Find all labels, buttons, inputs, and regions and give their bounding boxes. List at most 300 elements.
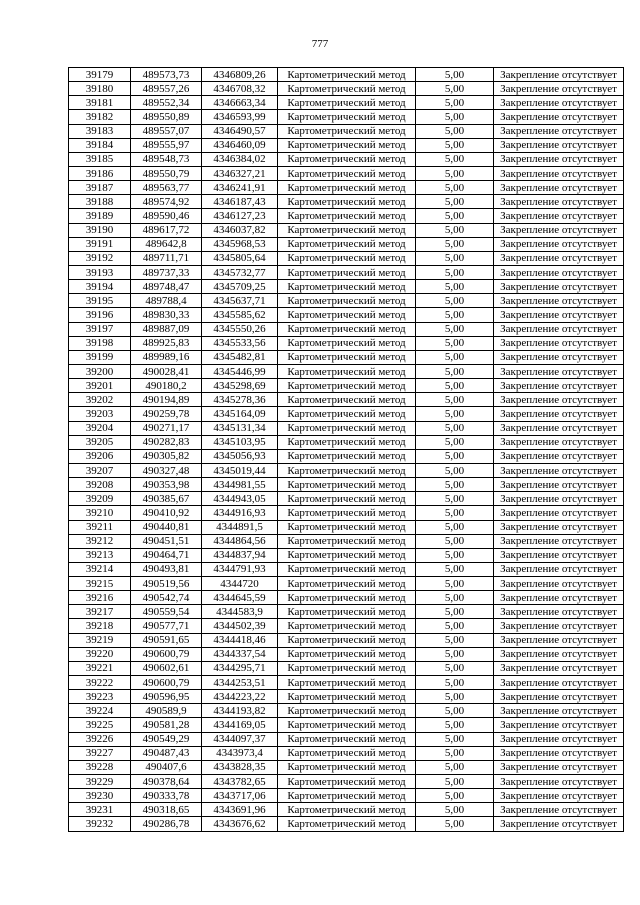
method-cell: Картометрический метод [278,308,416,322]
table-row [69,294,624,308]
method-cell: Картометрический метод [278,68,416,82]
x-coordinate-cell: 490271,17 [131,421,202,435]
fixing-cell: Закрепление отсутствует [494,562,624,576]
y-coordinate-cell: 4346809,26 [202,68,278,82]
method-cell: Картометрический метод [278,166,416,180]
point-number-cell: 39232 [69,817,131,831]
x-coordinate-cell: 490286,78 [131,817,202,831]
point-number-cell: 39227 [69,746,131,760]
table-row [69,449,624,463]
accuracy-cell: 5,00 [416,647,494,661]
table-row [69,82,624,96]
table-row [69,548,624,562]
x-coordinate-cell: 490327,48 [131,463,202,477]
table-row [69,817,624,831]
x-coordinate-cell: 489590,46 [131,209,202,223]
method-cell: Картометрический метод [278,591,416,605]
x-coordinate-cell: 490440,81 [131,520,202,534]
method-cell: Картометрический метод [278,223,416,237]
table-row [69,562,624,576]
x-coordinate-cell: 490591,65 [131,633,202,647]
x-coordinate-cell: 489557,26 [131,82,202,96]
method-cell: Картометрический метод [278,181,416,195]
fixing-cell: Закрепление отсутствует [494,421,624,435]
y-coordinate-cell: 4345709,25 [202,280,278,294]
table-row [69,68,624,82]
table-row [69,676,624,690]
y-coordinate-cell: 4346663,34 [202,96,278,110]
method-cell: Картометрический метод [278,393,416,407]
x-coordinate-cell: 490028,41 [131,364,202,378]
method-cell: Картометрический метод [278,138,416,152]
page-number: 777 [311,38,329,50]
x-coordinate-cell: 489642,8 [131,237,202,251]
fixing-cell: Закрепление отсутствует [494,803,624,817]
point-number-cell: 39231 [69,803,131,817]
method-cell: Картометрический метод [278,237,416,251]
x-coordinate-cell: 490333,78 [131,789,202,803]
method-cell: Картометрический метод [278,407,416,421]
x-coordinate-cell: 490549,29 [131,732,202,746]
fixing-cell: Закрепление отсутствует [494,110,624,124]
x-coordinate-cell: 489563,77 [131,181,202,195]
x-coordinate-cell: 489788,4 [131,294,202,308]
accuracy-cell: 5,00 [416,619,494,633]
y-coordinate-cell: 4344837,94 [202,548,278,562]
point-number-cell: 39226 [69,732,131,746]
point-number-cell: 39228 [69,760,131,774]
accuracy-cell: 5,00 [416,562,494,576]
point-number-cell: 39193 [69,265,131,279]
point-number-cell: 39214 [69,562,131,576]
y-coordinate-cell: 4346037,82 [202,223,278,237]
x-coordinate-cell: 489925,83 [131,336,202,350]
accuracy-cell: 5,00 [416,96,494,110]
x-coordinate-cell: 490180,2 [131,379,202,393]
fixing-cell: Закрепление отсутствует [494,181,624,195]
table-row [69,393,624,407]
fixing-cell: Закрепление отсутствует [494,364,624,378]
point-number-cell: 39190 [69,223,131,237]
x-coordinate-cell: 490451,51 [131,534,202,548]
accuracy-cell: 5,00 [416,633,494,647]
point-number-cell: 39185 [69,152,131,166]
point-number-cell: 39209 [69,492,131,506]
table-row [69,364,624,378]
method-cell: Картометрический метод [278,548,416,562]
y-coordinate-cell: 4344645,59 [202,591,278,605]
table-row [69,704,624,718]
accuracy-cell: 5,00 [416,760,494,774]
method-cell: Картометрический метод [278,732,416,746]
table-row [69,478,624,492]
table-row [69,166,624,180]
y-coordinate-cell: 4345056,93 [202,449,278,463]
point-number-cell: 39204 [69,421,131,435]
fixing-cell: Закрепление отсутствует [494,138,624,152]
point-number-cell: 39196 [69,308,131,322]
point-number-cell: 39212 [69,534,131,548]
y-coordinate-cell: 4344583,9 [202,605,278,619]
fixing-cell: Закрепление отсутствует [494,280,624,294]
table-row [69,251,624,265]
table-row [69,803,624,817]
method-cell: Картометрический метод [278,577,416,591]
accuracy-cell: 5,00 [416,718,494,732]
method-cell: Картометрический метод [278,209,416,223]
accuracy-cell: 5,00 [416,251,494,265]
point-number-cell: 39224 [69,704,131,718]
y-coordinate-cell: 4345533,56 [202,336,278,350]
table-row [69,96,624,110]
x-coordinate-cell: 489830,33 [131,308,202,322]
point-number-cell: 39203 [69,407,131,421]
accuracy-cell: 5,00 [416,181,494,195]
table-row [69,280,624,294]
point-number-cell: 39210 [69,506,131,520]
fixing-cell: Закрепление отсутствует [494,690,624,704]
accuracy-cell: 5,00 [416,789,494,803]
point-number-cell: 39195 [69,294,131,308]
method-cell: Картометрический метод [278,421,416,435]
fixing-cell: Закрепление отсутствует [494,294,624,308]
method-cell: Картометрический метод [278,760,416,774]
method-cell: Картометрический метод [278,690,416,704]
point-number-cell: 39200 [69,364,131,378]
y-coordinate-cell: 4346460,09 [202,138,278,152]
y-coordinate-cell: 4346187,43 [202,195,278,209]
fixing-cell: Закрепление отсутствует [494,520,624,534]
table-row [69,605,624,619]
accuracy-cell: 5,00 [416,732,494,746]
x-coordinate-cell: 490542,74 [131,591,202,605]
x-coordinate-cell: 490581,28 [131,718,202,732]
method-cell: Картометрический метод [278,463,416,477]
fixing-cell: Закрепление отсутствует [494,760,624,774]
x-coordinate-cell: 490407,6 [131,760,202,774]
table-row [69,138,624,152]
table-row [69,577,624,591]
accuracy-cell: 5,00 [416,577,494,591]
x-coordinate-cell: 490589,9 [131,704,202,718]
y-coordinate-cell: 4343973,4 [202,746,278,760]
y-coordinate-cell: 4344295,71 [202,661,278,675]
y-coordinate-cell: 4345103,95 [202,435,278,449]
point-number-cell: 39221 [69,661,131,675]
x-coordinate-cell: 490577,71 [131,619,202,633]
method-cell: Картометрический метод [278,82,416,96]
point-number-cell: 39216 [69,591,131,605]
point-number-cell: 39205 [69,435,131,449]
method-cell: Картометрический метод [278,775,416,789]
point-number-cell: 39186 [69,166,131,180]
table-row [69,492,624,506]
y-coordinate-cell: 4345550,26 [202,322,278,336]
accuracy-cell: 5,00 [416,463,494,477]
fixing-cell: Закрепление отсутствует [494,463,624,477]
table-row [69,407,624,421]
fixing-cell: Закрепление отсутствует [494,435,624,449]
y-coordinate-cell: 4345585,62 [202,308,278,322]
fixing-cell: Закрепление отсутствует [494,195,624,209]
accuracy-cell: 5,00 [416,280,494,294]
method-cell: Картометрический метод [278,718,416,732]
x-coordinate-cell: 489573,73 [131,68,202,82]
x-coordinate-cell: 490353,98 [131,478,202,492]
accuracy-cell: 5,00 [416,379,494,393]
table-row [69,760,624,774]
x-coordinate-cell: 490600,79 [131,647,202,661]
x-coordinate-cell: 490194,89 [131,393,202,407]
method-cell: Картометрический метод [278,506,416,520]
point-number-cell: 39211 [69,520,131,534]
point-number-cell: 39187 [69,181,131,195]
table-row [69,350,624,364]
table-row [69,336,624,350]
x-coordinate-cell: 490519,56 [131,577,202,591]
y-coordinate-cell: 4345482,81 [202,350,278,364]
fixing-cell: Закрепление отсутствует [494,265,624,279]
point-number-cell: 39192 [69,251,131,265]
point-number-cell: 39197 [69,322,131,336]
x-coordinate-cell: 489548,73 [131,152,202,166]
method-cell: Картометрический метод [278,605,416,619]
y-coordinate-cell: 4345732,77 [202,265,278,279]
method-cell: Картометрический метод [278,364,416,378]
coordinates-table [68,67,624,832]
accuracy-cell: 5,00 [416,704,494,718]
method-cell: Картометрический метод [278,478,416,492]
accuracy-cell: 5,00 [416,421,494,435]
fixing-cell: Закрепление отсутствует [494,166,624,180]
fixing-cell: Закрепление отсутствует [494,591,624,605]
y-coordinate-cell: 4344502,39 [202,619,278,633]
fixing-cell: Закрепление отсутствует [494,68,624,82]
y-coordinate-cell: 4344943,05 [202,492,278,506]
fixing-cell: Закрепление отсутствует [494,350,624,364]
x-coordinate-cell: 489711,71 [131,251,202,265]
y-coordinate-cell: 4343691,96 [202,803,278,817]
method-cell: Картометрический метод [278,704,416,718]
fixing-cell: Закрепление отсутствует [494,775,624,789]
x-coordinate-cell: 490305,82 [131,449,202,463]
x-coordinate-cell: 489737,33 [131,265,202,279]
y-coordinate-cell: 4346384,02 [202,152,278,166]
accuracy-cell: 5,00 [416,407,494,421]
x-coordinate-cell: 489748,47 [131,280,202,294]
point-number-cell: 39194 [69,280,131,294]
table-row [69,322,624,336]
table-row [69,647,624,661]
point-number-cell: 39183 [69,124,131,138]
table-row [69,110,624,124]
table-row [69,718,624,732]
method-cell: Картометрический метод [278,336,416,350]
accuracy-cell: 5,00 [416,534,494,548]
accuracy-cell: 5,00 [416,492,494,506]
accuracy-cell: 5,00 [416,308,494,322]
fixing-cell: Закрепление отсутствует [494,308,624,322]
method-cell: Картометрический метод [278,633,416,647]
method-cell: Картометрический метод [278,534,416,548]
accuracy-cell: 5,00 [416,449,494,463]
fixing-cell: Закрепление отсутствует [494,577,624,591]
point-number-cell: 39215 [69,577,131,591]
method-cell: Картометрический метод [278,562,416,576]
y-coordinate-cell: 4344981,55 [202,478,278,492]
accuracy-cell: 5,00 [416,690,494,704]
accuracy-cell: 5,00 [416,591,494,605]
method-cell: Картометрический метод [278,251,416,265]
fixing-cell: Закрепление отсутствует [494,407,624,421]
table-row [69,661,624,675]
y-coordinate-cell: 4344891,5 [202,520,278,534]
table-row [69,195,624,209]
fixing-cell: Закрепление отсутствует [494,676,624,690]
point-number-cell: 39182 [69,110,131,124]
y-coordinate-cell: 4344720 [202,577,278,591]
x-coordinate-cell: 490493,81 [131,562,202,576]
method-cell: Картометрический метод [278,96,416,110]
accuracy-cell: 5,00 [416,661,494,675]
table-row [69,633,624,647]
y-coordinate-cell: 4345446,99 [202,364,278,378]
x-coordinate-cell: 490600,79 [131,676,202,690]
x-coordinate-cell: 490596,95 [131,690,202,704]
table-row [69,237,624,251]
point-number-cell: 39213 [69,548,131,562]
fixing-cell: Закрепление отсутствует [494,718,624,732]
method-cell: Картометрический метод [278,803,416,817]
table-row [69,732,624,746]
method-cell: Картометрический метод [278,789,416,803]
y-coordinate-cell: 4344864,56 [202,534,278,548]
point-number-cell: 39207 [69,463,131,477]
y-coordinate-cell: 4345019,44 [202,463,278,477]
method-cell: Картометрический метод [278,195,416,209]
accuracy-cell: 5,00 [416,68,494,82]
point-number-cell: 39189 [69,209,131,223]
y-coordinate-cell: 4346593,99 [202,110,278,124]
y-coordinate-cell: 4345968,53 [202,237,278,251]
method-cell: Картометрический метод [278,817,416,831]
table-row [69,421,624,435]
accuracy-cell: 5,00 [416,478,494,492]
point-number-cell: 39218 [69,619,131,633]
point-number-cell: 39222 [69,676,131,690]
method-cell: Картометрический метод [278,449,416,463]
y-coordinate-cell: 4344418,46 [202,633,278,647]
table-row [69,789,624,803]
fixing-cell: Закрепление отсутствует [494,746,624,760]
accuracy-cell: 5,00 [416,350,494,364]
fixing-cell: Закрепление отсутствует [494,82,624,96]
table-row [69,690,624,704]
point-number-cell: 39229 [69,775,131,789]
accuracy-cell: 5,00 [416,195,494,209]
accuracy-cell: 5,00 [416,322,494,336]
point-number-cell: 39225 [69,718,131,732]
y-coordinate-cell: 4344169,05 [202,718,278,732]
accuracy-cell: 5,00 [416,166,494,180]
x-coordinate-cell: 489550,79 [131,166,202,180]
x-coordinate-cell: 490464,71 [131,548,202,562]
point-number-cell: 39180 [69,82,131,96]
table-row [69,152,624,166]
fixing-cell: Закрепление отсутствует [494,506,624,520]
point-number-cell: 39208 [69,478,131,492]
point-number-cell: 39181 [69,96,131,110]
method-cell: Картометрический метод [278,322,416,336]
table-row [69,435,624,449]
method-cell: Картометрический метод [278,661,416,675]
fixing-cell: Закрепление отсутствует [494,732,624,746]
point-number-cell: 39198 [69,336,131,350]
table-row [69,463,624,477]
x-coordinate-cell: 489989,16 [131,350,202,364]
x-coordinate-cell: 490385,67 [131,492,202,506]
table-row [69,379,624,393]
accuracy-cell: 5,00 [416,336,494,350]
point-number-cell: 39206 [69,449,131,463]
fixing-cell: Закрепление отсутствует [494,619,624,633]
table-row [69,223,624,237]
method-cell: Картометрический метод [278,492,416,506]
fixing-cell: Закрепление отсутствует [494,449,624,463]
point-number-cell: 39219 [69,633,131,647]
fixing-cell: Закрепление отсутствует [494,817,624,831]
accuracy-cell: 5,00 [416,124,494,138]
table-row [69,746,624,760]
accuracy-cell: 5,00 [416,520,494,534]
method-cell: Картометрический метод [278,379,416,393]
fixing-cell: Закрепление отсутствует [494,605,624,619]
table-row [69,308,624,322]
point-number-cell: 39184 [69,138,131,152]
point-number-cell: 39223 [69,690,131,704]
fixing-cell: Закрепление отсутствует [494,124,624,138]
fixing-cell: Закрепление отсутствует [494,223,624,237]
point-number-cell: 39201 [69,379,131,393]
y-coordinate-cell: 4343828,35 [202,760,278,774]
x-coordinate-cell: 490410,92 [131,506,202,520]
method-cell: Картометрический метод [278,265,416,279]
fixing-cell: Закрепление отсутствует [494,478,624,492]
accuracy-cell: 5,00 [416,393,494,407]
accuracy-cell: 5,00 [416,803,494,817]
y-coordinate-cell: 4345637,71 [202,294,278,308]
y-coordinate-cell: 4344253,51 [202,676,278,690]
fixing-cell: Закрепление отсутствует [494,633,624,647]
y-coordinate-cell: 4343676,62 [202,817,278,831]
point-number-cell: 39199 [69,350,131,364]
accuracy-cell: 5,00 [416,110,494,124]
point-number-cell: 39217 [69,605,131,619]
x-coordinate-cell: 489555,97 [131,138,202,152]
x-coordinate-cell: 489552,34 [131,96,202,110]
fixing-cell: Закрепление отсутствует [494,379,624,393]
fixing-cell: Закрепление отсутствует [494,336,624,350]
point-number-cell: 39191 [69,237,131,251]
table-row [69,265,624,279]
fixing-cell: Закрепление отсутствует [494,393,624,407]
fixing-cell: Закрепление отсутствует [494,251,624,265]
y-coordinate-cell: 4343782,65 [202,775,278,789]
y-coordinate-cell: 4344337,54 [202,647,278,661]
fixing-cell: Закрепление отсутствует [494,152,624,166]
accuracy-cell: 5,00 [416,435,494,449]
fixing-cell: Закрепление отсутствует [494,548,624,562]
